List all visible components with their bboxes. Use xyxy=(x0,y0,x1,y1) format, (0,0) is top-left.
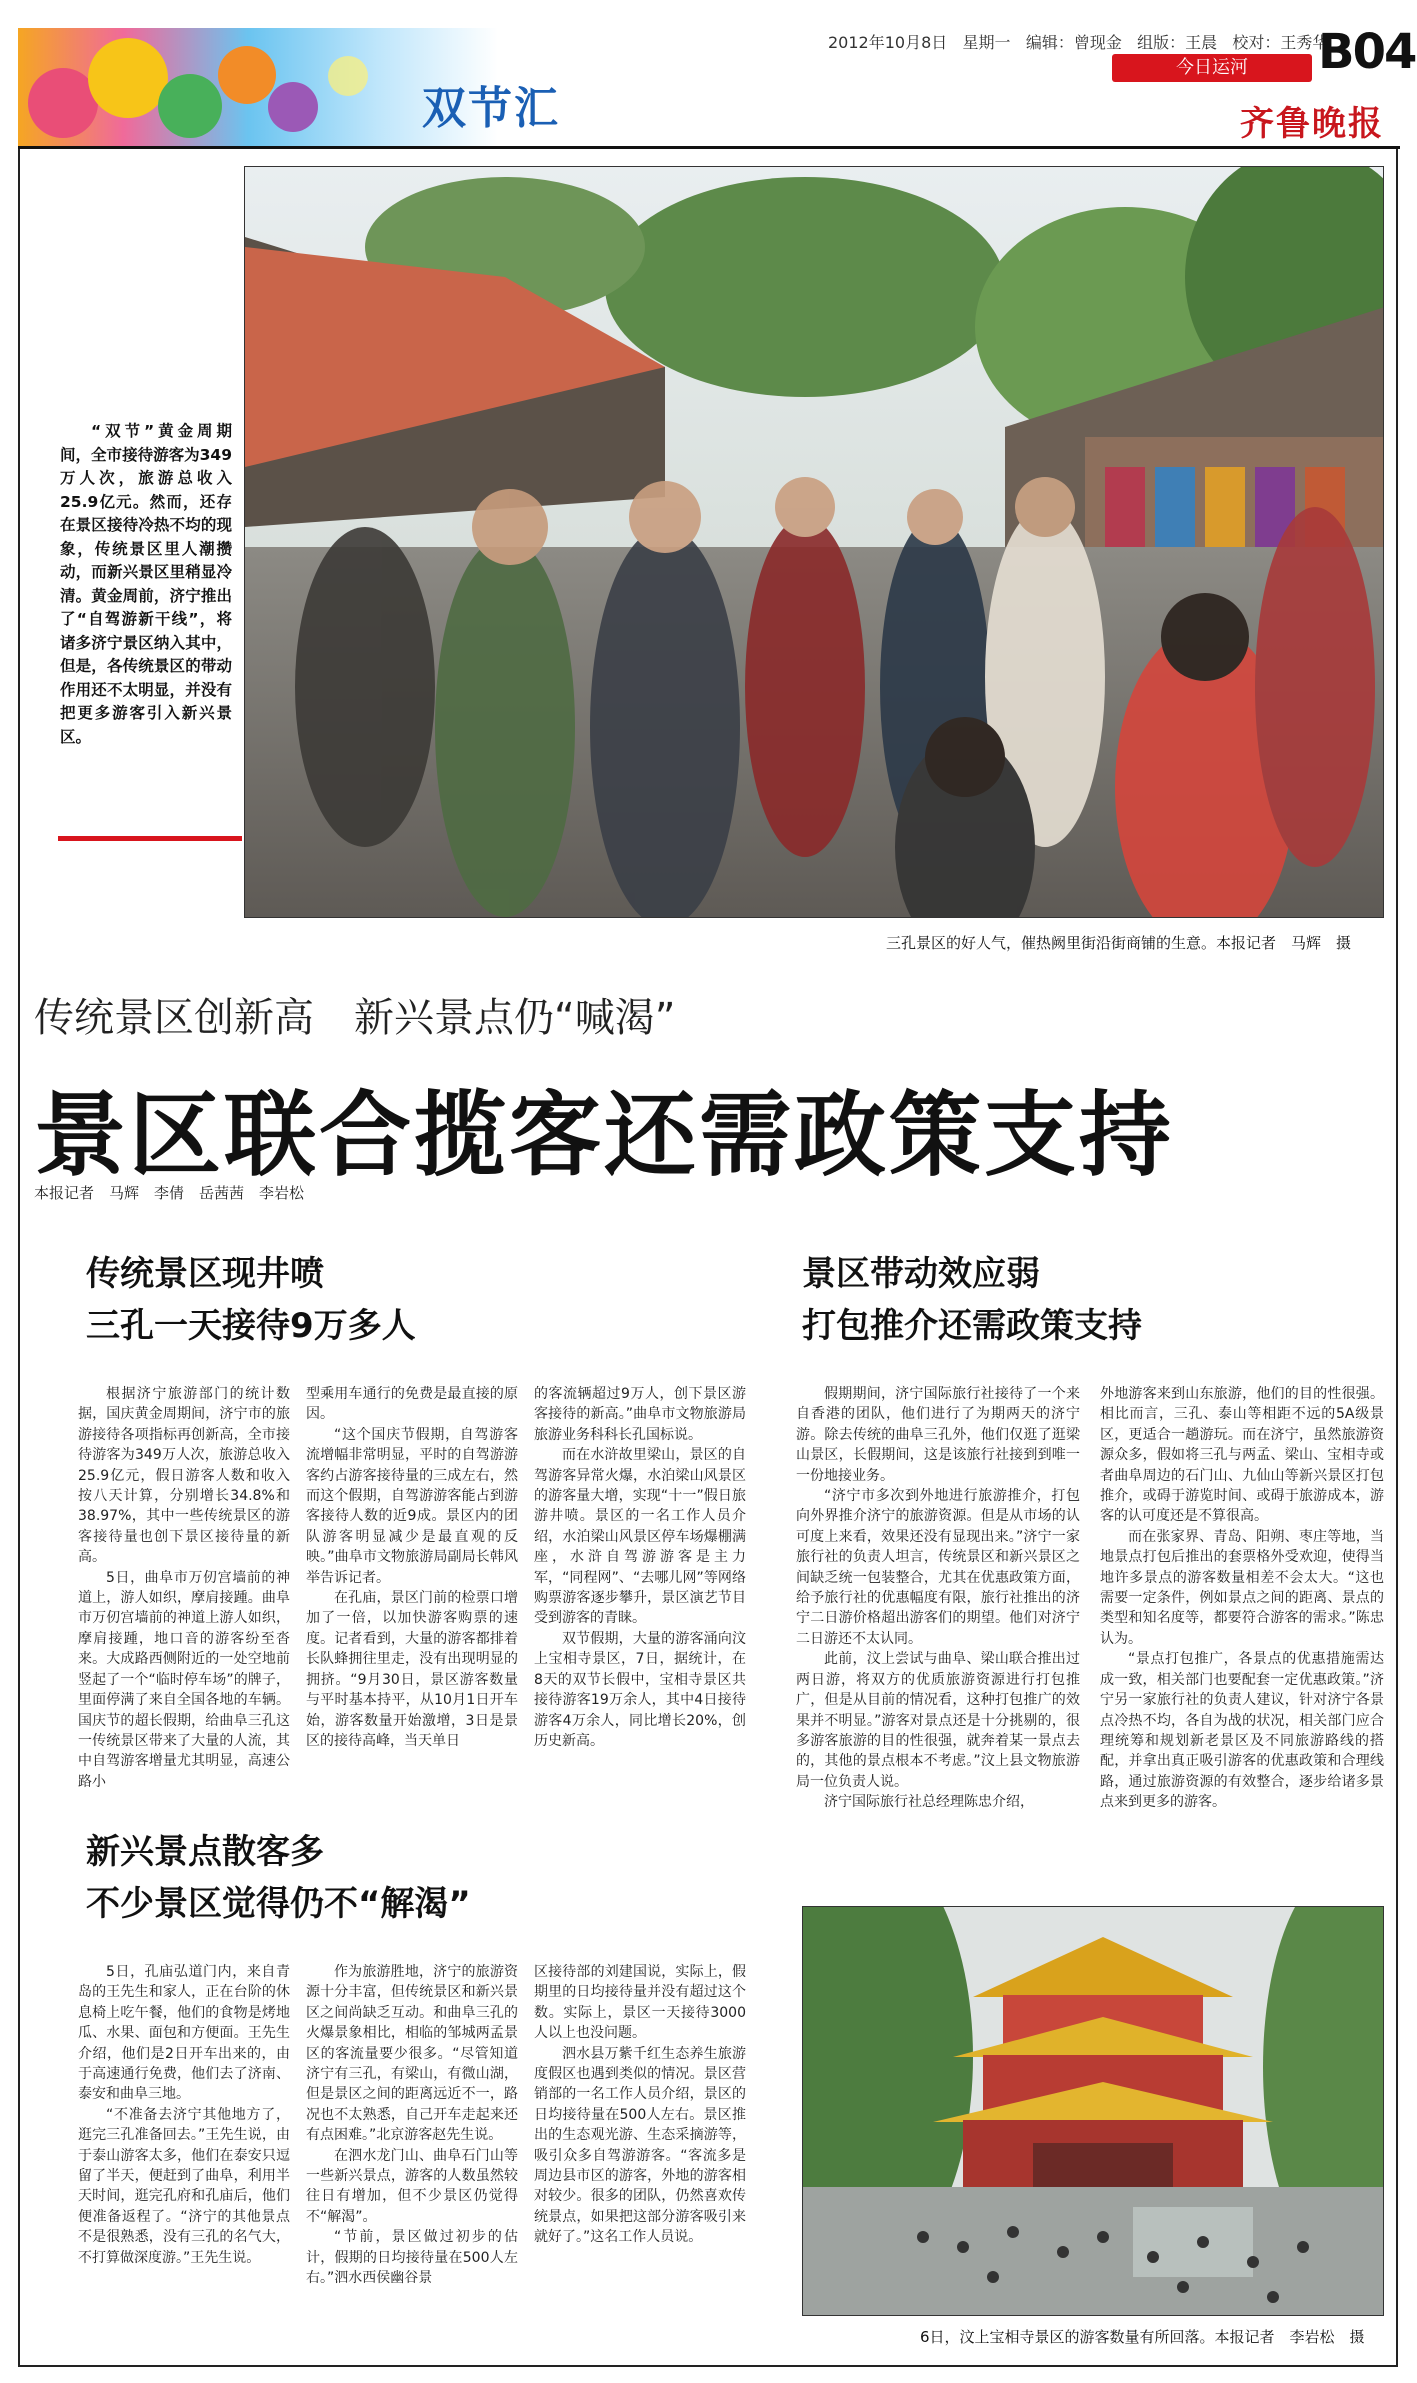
balloon-decoration xyxy=(328,56,368,96)
section-heading: 传统景区现井喷 三孔一天接待9万多人 xyxy=(86,1254,416,1346)
intro-text: “双节”黄金周期间，全市接待游客为349万人次，旅游总收入25.9亿元。然而，还存在景区接待冷热不均的现象，传统景区里人潮攒动，而新兴景区里稍显冷清。黄金周前，济宁推出了“自驾游新干线”，将诸多济宁景区纳入其中，但是，各传统景区的带动作用还不太明显，并没有把更多游客引入新兴景区。 xyxy=(60,422,232,746)
street-crowd-photo xyxy=(245,167,1384,918)
column-label: 今日运河 xyxy=(1112,54,1312,82)
section-heading: 景区带动效应弱 打包推介还需政策支持 xyxy=(802,1254,1142,1346)
body-column: 根据济宁旅游部门的统计数据，国庆黄金周期间，济宁市的旅游接待各项指标再创新高，全市接待游客为349万人次，旅游总收入25.9亿元，假日游客人数和收入按八天计算，分别增长34.8%和38.97%，其中一些传统景区的游客接待量也创下景区接待量的新高。 5日，曲阜市万仞宫墙前的神道上，游人如织，摩肩接踵。曲阜市万仞宫墙前的神道上游人如织，摩肩接踵，地口音的游客纷至沓来。大成路西侧附近的一处空地前竖起了一个“临时停车场”的牌子，里面停满了来自全国各地的车辆。国庆节的超长假期，给曲阜三孔这一传统景区带来了大量的人流，其中自驾游客增量尤其明显，高速公路小 xyxy=(78,1386,290,1790)
issue-date: 2012年10月8日 xyxy=(828,33,948,52)
temple-photo xyxy=(802,1906,1384,2316)
body-column: 5日，孔庙弘道门内，来自青岛的王先生和家人，正在台阶的休息椅上吃午餐，他们的食物是烤地瓜、水果、面包和方便面。王先生介绍，他们是2日开车出来的，由于高速通行免费，他们去了济南、泰安和曲阜三地。 “不准备去济宁其他地方了，逛完三孔准备回去。”王先生说，由于泰山游客太多，他们在泰安只逗留了半天，便赶到了曲阜，利用半天时间，逛完孔府和孔庙后，他们便准备返程了。“济宁的其他景点不是很熟悉，没有三孔的名气大，不打算做深度游。”王先生说。 xyxy=(78,1964,290,2266)
temple-scene xyxy=(803,1907,1384,2316)
main-photo xyxy=(244,166,1384,918)
balloon-decoration xyxy=(158,74,222,138)
body-column: 型乘用车通行的免费是最直接的原因。 “这个国庆节假期，自驾游客流增幅非常明显，平时的自驾游游客约占游客接待量的三成左右，然而这个假期，自驾游游客能占到游客接待人数的近9成。景区内的团队游客明显减少是最直观的反映。”曲阜市文物旅游局副局长韩风举告诉记者。 在孔庙，景区门前的检票口增加了一倍，以加快游客购票的速度。记者看到，大量的游客都排着长队蜂拥往里走，没有出现明显的拥挤。“9月30日，景区游客数量与平时基本持平，从10月1日开车始，游客数量开始激增，3日是景区的接待高峰，当天单日 xyxy=(306,1386,518,1749)
kicker: 传统景区创新高 新兴景点仍“喊渴” xyxy=(34,995,676,1041)
byline: 本报记者 马辉 李倩 岳茜茜 李岩松 xyxy=(34,1184,305,1202)
section-title: 双节汇 xyxy=(422,83,560,134)
photo-caption: 三孔景区的好人气，催热阙里街沿街商铺的生意。本报记者 马辉 摄 xyxy=(886,934,1352,952)
photo-caption: 6日，汶上宝相寺景区的游客数量有所回落。本报记者 李岩松 摄 xyxy=(920,2328,1365,2346)
page-number: B04 xyxy=(1318,24,1416,80)
balloon-decoration xyxy=(268,82,318,132)
balloon-decoration xyxy=(218,46,276,104)
issue-weekday: 星期一 xyxy=(962,33,1011,52)
editor-credit: 编辑：曾现金 xyxy=(1025,33,1122,52)
intro-rule xyxy=(58,836,242,841)
body-column: 的客流辆超过9万人，创下景区游客接待的新高。”曲阜市文物旅游局旅游业务科科长孔国标说。 而在水浒故里梁山，景区的自驾游客异常火爆，水泊梁山风景区的游客量大增，实现“十一”假日旅游井喷。景区的一名工作人员介绍，水泊梁山风景区停车场爆棚满座，水浒自驾游游客是主力军，“同程网”、“去哪儿网”等网络购票游客逐步攀升，景区演艺节目受到游客的青睐。 双节假期，大量的游客涌向汶上宝相寺景区，7日，据统计，在8天的双节长假中，宝相寺景区共接待游客19万余人，其中4日接待游客4万余人，同比增长20%，创历史新高。 xyxy=(534,1386,746,1749)
balloon-decoration xyxy=(88,38,168,118)
body-column: 作为旅游胜地，济宁的旅游资源十分丰富，但传统景区和新兴景区之间尚缺乏互动。和曲阜三孔的火爆景象相比，相临的邹城两孟景区的客流量要少很多。“尽管知道济宁有三孔，有梁山，有微山湖，但是景区之间的距离远近不一，路况也不太熟悉，自己开车走起来还有点困难。”北京游客赵先生说。 在泗水龙门山、曲阜石门山等一些新兴景点，游客的人数虽然较往日有增加，但不少景区仍觉得不“解渴”。 “节前，景区做过初步的估计，假期的日均接待量在500人左右。”泗水西侯幽谷景 xyxy=(306,1964,518,2287)
headline: 景区联合揽客还需政策支持 xyxy=(34,1082,1175,1189)
body-column: 外地游客来到山东旅游，他们的目的性很强。相比而言，三孔、泰山等相距不远的5A级景区，更适合一趟游玩。而在济宁，虽然旅游资源众多，假如将三孔与两孟、梁山、宝相寺或者曲阜周边的石门山、九仙山等新兴景区打包推介，或碍于游览时间、或碍于旅游成本，游客的认可度还是不算很高。 而在张家界、青岛、阳朔、枣庄等地，当地景点打包后推出的套票格外受欢迎，使得当地许多景点的游客数量相差不会太大。“这也需要一定条件，例如景点之间的距离、景点的类型和知名度等，都要符合游客的需求。”陈忠认为。 “景点打包推广，各景点的优惠措施需达成一致，相关部门也要配套一定优惠政策。”济宁另一家旅行社的负责人建议，针对济宁各景点冷热不均，各自为战的状况，相关部门应合理统筹和规划新老景区及不同旅游路线的搭配，并拿出真正吸引游客的优惠政策和合理线路，通过旅游资源的有效整合，逐步给诸多景点来到更多的游客。 xyxy=(1100,1386,1384,1811)
section-heading: 新兴景点散客多 不少景区觉得仍不“解渴” xyxy=(86,1832,471,1924)
newspaper-logo: 齐鲁晚报 xyxy=(1240,104,1384,144)
body-column: 假期期间，济宁国际旅行社接待了一个来自香港的团队，他们进行了为期两天的济宁游。除去传统的曲阜三孔外，他们仅逛了逛梁山景区，长假期间，这是该旅行社接到到唯一一份地接业务。 “济宁市多次到外地进行旅游推介，打包向外界推介济宁的旅游资源。但是从市场的认可度上来看，效果还没有显现出来。”济宁一家旅行社的负责人坦言，传统景区和新兴景区之间缺乏统一包装整合，尤其在优惠政策方面，给予旅行社的优惠幅度有限，旅行社推出的济宁二日游价格超出游客们的期望。他们对济宁二日游还不太认同。 此前，汶上尝试与曲阜、梁山联合推出过两日游，将双方的优质旅游资源进行打包推广，但是从目前的情况看，这种打包推广的效果并不明显。”游客对景点还是十分挑剔的，很多游客旅游的目的性很强，就奔着某一景点去的，其他的景点根本不考虑。”汶上县文物旅游局一位负责人说。 济宁国际旅行社总经理陈忠介绍， xyxy=(796,1386,1080,1811)
page-meta xyxy=(828,30,1328,53)
proof-credit: 校对：王秀华 xyxy=(1232,33,1329,52)
layout-credit: 组版：王晨 xyxy=(1137,33,1218,52)
body-column: 区接待部的刘建国说，实际上，假期里的日均接待量并没有超过这个数。实际上，景区一天接待3000人以上也没问题。 泗水县万紫千红生态养生旅游度假区也遇到类似的情况。景区营销部的一名工作人员介绍，景区的日均接待量在500人左右。景区推出的生态观光游、生态采摘游等，吸引众多自驾游游客。“客流多是周边县市区的游客，外地的游客相对较少。很多的团队，仍然喜欢传统景点，如果把这部分游客吸引来就好了。”这名工作人员说。 xyxy=(534,1964,746,2246)
